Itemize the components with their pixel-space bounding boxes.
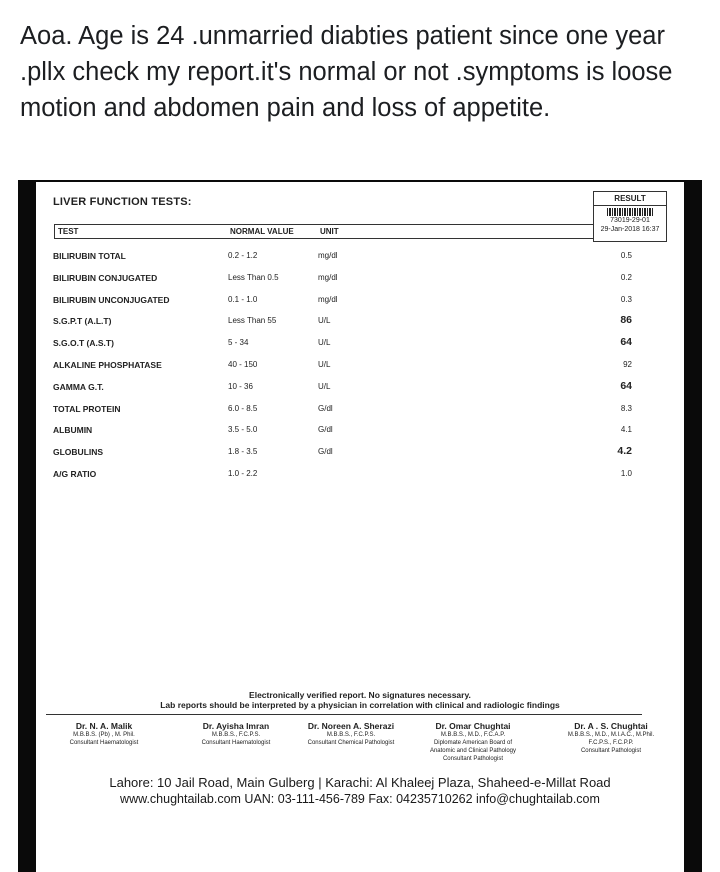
result-value: 64: [620, 336, 632, 349]
barcode-icon: [607, 208, 653, 216]
table-header: [54, 224, 594, 239]
table-row: [36, 400, 684, 422]
doctor-credential: Consultant Haematologist: [201, 740, 271, 746]
doctor-card: [418, 721, 528, 763]
column-normal-value: NORMAL VALUE: [230, 227, 294, 236]
test-name: A/G RATIO: [53, 468, 97, 479]
test-name: TOTAL PROTEIN: [53, 403, 121, 414]
unit: G/dl: [318, 403, 333, 413]
doctor-credential: M.B.B.S. (Pb) , M. Phil.: [73, 732, 135, 738]
table-row: [36, 247, 684, 269]
doctor-credential: Diplomate American Board of: [433, 740, 513, 746]
table-row: [36, 421, 684, 443]
result-value: 1.0: [620, 468, 632, 478]
normal-value: 0.2 - 1.2: [228, 251, 258, 260]
column-unit: UNIT: [320, 227, 339, 236]
result-value: 4.1: [620, 425, 632, 435]
divider: [46, 714, 642, 715]
normal-value: 3.5 - 5.0: [228, 425, 258, 435]
table-row: [36, 269, 684, 291]
test-name: BILIRUBIN CONJUGATED: [53, 272, 158, 283]
doctor-card: [176, 721, 296, 747]
test-name: S.G.O.T (A.S.T): [53, 338, 114, 349]
unit: mg/dl: [318, 272, 338, 282]
normal-value: 1.8 - 3.5: [228, 447, 258, 457]
table-row: [36, 291, 684, 313]
doctor-credential: Consultant Pathologist: [442, 756, 504, 762]
doctor-credential: Consultant Haematologist: [69, 740, 139, 746]
unit: U/L: [318, 316, 331, 326]
result-box: [593, 191, 667, 242]
unit: G/dl: [318, 425, 333, 435]
contact-line: www.chughtailab.com UAN: 03-111-456-789 Fax: 04235710262 info@chughtailab.com: [120, 792, 600, 806]
column-test: TEST: [58, 227, 79, 236]
table-row: [36, 312, 684, 334]
result-header: RESULT: [594, 192, 666, 206]
result-value: 86: [620, 314, 632, 327]
post-text: Aoa. Age is 24 .unmarried diabties patient since one year .pllx check my report.it's normal or not .symptoms is loose motion and abdomen pain and loss of appetite.: [20, 22, 673, 122]
test-name: BILIRUBIN TOTAL: [53, 251, 126, 261]
result-value: 0.5: [620, 251, 632, 260]
table-row: [36, 465, 684, 487]
table-row: [36, 334, 684, 356]
doctor-name: Dr. Noreen A. Sherazi: [307, 721, 395, 731]
normal-value: Less Than 0.5: [228, 272, 279, 282]
normal-value: Less Than 55: [228, 316, 277, 326]
result-value: 4.2: [617, 445, 632, 458]
result-value: 0.2: [620, 272, 632, 282]
lab-report: [36, 182, 684, 872]
table-row: [36, 443, 684, 465]
doctor-credential: M.B.B.S., M.D., M.I.A.C., M.Phil.: [567, 732, 655, 738]
interpret-note: Lab reports should be interpreted by a physician in correlation with clinical and radiologic findings: [160, 700, 560, 710]
address-line: Lahore: 10 Jail Road, Main Gulberg | Karachi: Al Khaleej Plaza, Shaheed-e-Millat Road: [109, 775, 611, 790]
result-value: 92: [623, 359, 632, 369]
doctor-name: Dr. A . S. Chughtai: [574, 721, 648, 731]
result-datetime: 29-Jan-2018 16:37: [600, 226, 660, 233]
test-name: GAMMA G.T.: [53, 381, 104, 392]
doctor-card: [286, 721, 416, 747]
doctor-card: [546, 721, 676, 755]
unit: G/dl: [318, 447, 333, 457]
doctor-credential: Anatomic and Clinical Pathology: [429, 748, 517, 754]
normal-value: 40 - 150: [228, 359, 258, 369]
results-table: [36, 247, 684, 487]
unit: U/L: [318, 359, 331, 369]
unit: U/L: [318, 338, 331, 348]
doctor-credential: F.C.P.S., F.C.P.P.: [588, 740, 634, 746]
unit: U/L: [318, 381, 331, 391]
test-name: ALBUMIN: [53, 425, 93, 436]
test-name: GLOBULINS: [53, 447, 104, 458]
doctor-name: Dr. Omar Chughtai: [435, 721, 511, 731]
normal-value: 6.0 - 8.5: [228, 403, 258, 413]
normal-value: 0.1 - 1.0: [228, 294, 258, 304]
test-name: BILIRUBIN UNCONJUGATED: [53, 294, 170, 305]
doctor-credential: M.B.B.S., F.C.P.S.: [211, 732, 261, 738]
result-value: 0.3: [620, 294, 632, 304]
doctor-credential: M.B.B.S., M.D., F.C.A.P.: [440, 732, 506, 738]
result-value: 8.3: [620, 403, 632, 413]
normal-value: 5 - 34: [228, 338, 249, 348]
table-row: [36, 356, 684, 378]
normal-value: 1.0 - 2.2: [228, 468, 258, 478]
verified-note: Electronically verified report. No signatures necessary.: [249, 690, 471, 700]
normal-value: 10 - 36: [228, 381, 253, 391]
doctor-credential: M.B.B.S., F.C.P.S.: [326, 732, 376, 738]
test-name: ALKALINE PHOSPHATASE: [53, 359, 162, 370]
doctor-credential: Consultant Chemical Pathologist: [307, 740, 395, 746]
doctor-name: Dr. N. A. Malik: [75, 721, 133, 731]
result-value: 64: [620, 379, 632, 392]
unit: mg/dl: [318, 294, 338, 304]
doctor-credential: Consultant Pathologist: [580, 748, 642, 754]
table-row: [36, 378, 684, 400]
doctor-card: [48, 721, 160, 747]
test-name: S.G.P.T (A.L.T): [53, 316, 112, 327]
result-id: 73019-29-01: [610, 217, 650, 224]
doctor-name: Dr. Ayisha Imran: [202, 721, 270, 731]
unit: mg/dl: [318, 251, 338, 260]
report-title: LIVER FUNCTION TESTS:: [53, 196, 192, 208]
